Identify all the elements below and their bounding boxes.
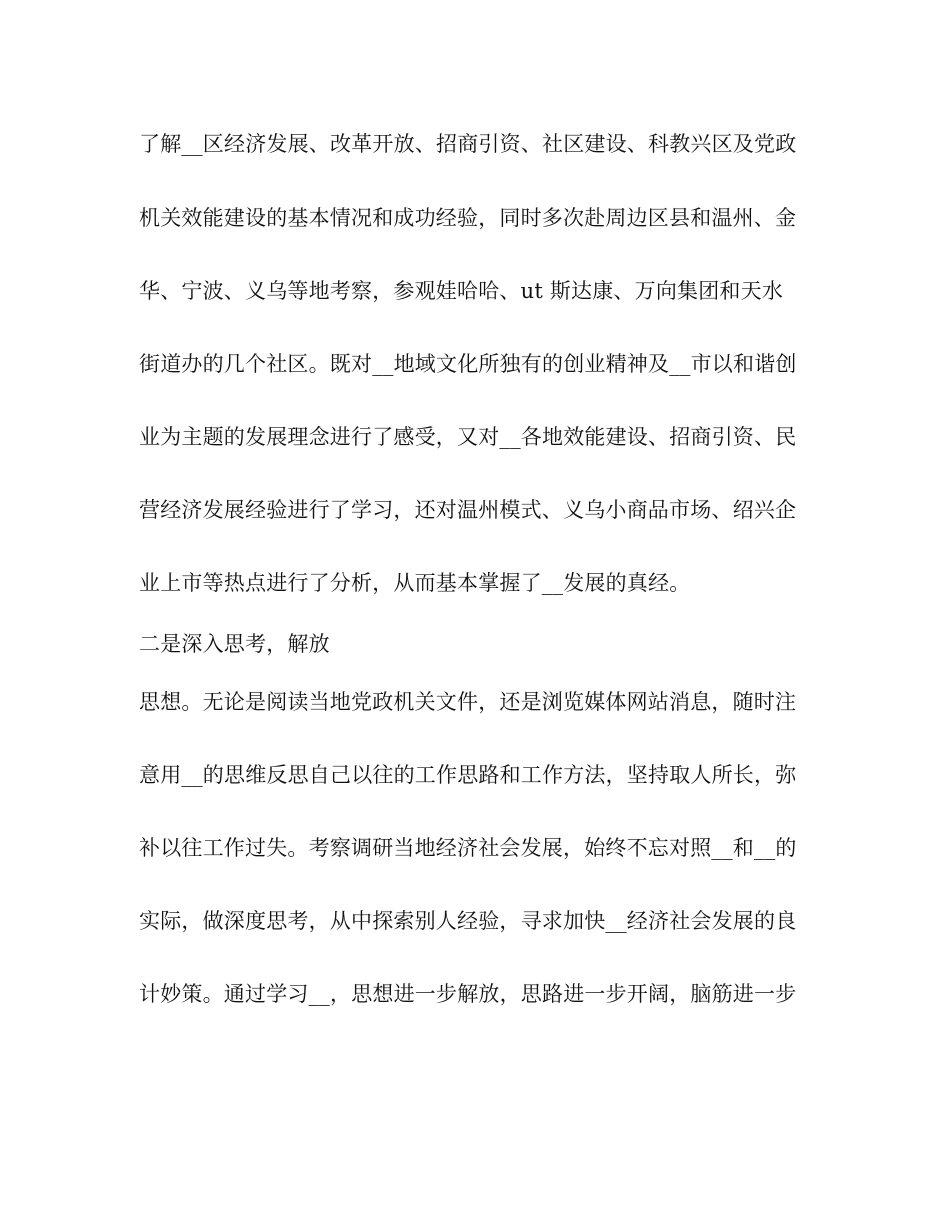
text-line: 实际，做深度思考，从中探索别人经验，寻求加快__经济社会发展的良 <box>139 909 797 933</box>
text-line: 业为主题的发展理念进行了感受，又对__各地效能建设、招商引资、民 <box>139 425 797 449</box>
text-line: 营经济发展经验进行了学习，还对温州模式、义乌小商品市场、绍兴企 <box>139 498 797 522</box>
text-line: 计妙策。通过学习__，思想进一步解放，思路进一步开阔，脑筋进一步 <box>139 982 797 1006</box>
text-line: 补以往工作过失。考察调研当地经济社会发展，始终不忘对照__和__的 <box>139 836 797 860</box>
text-line: 意用__的思维反思自己以往的工作思路和工作方法，坚持取人所长，弥 <box>139 763 797 787</box>
section-heading-line: 二是深入思考，解放 <box>139 632 330 656</box>
text-line: 街道办的几个社区。既对__地域文化所独有的创业精神及__市以和谐创 <box>139 352 797 376</box>
text-line: 业上市等热点进行了分析，从而基本掌握了__发展的真经。 <box>139 571 691 595</box>
text-line: 了解__区经济发展、改革开放、招商引资、社区建设、科教兴区及党政 <box>139 132 797 156</box>
text-line: 机关效能建设的基本情况和成功经验，同时多次赴周边区县和温州、金 <box>139 206 797 230</box>
text-line: 华、宁波、义乌等地考察，参观娃哈哈、ut 斯达康、万向集团和天水 <box>139 279 784 303</box>
text-line: 思想。无论是阅读当地党政机关文件，还是浏览媒体网站消息，随时注 <box>139 690 797 714</box>
